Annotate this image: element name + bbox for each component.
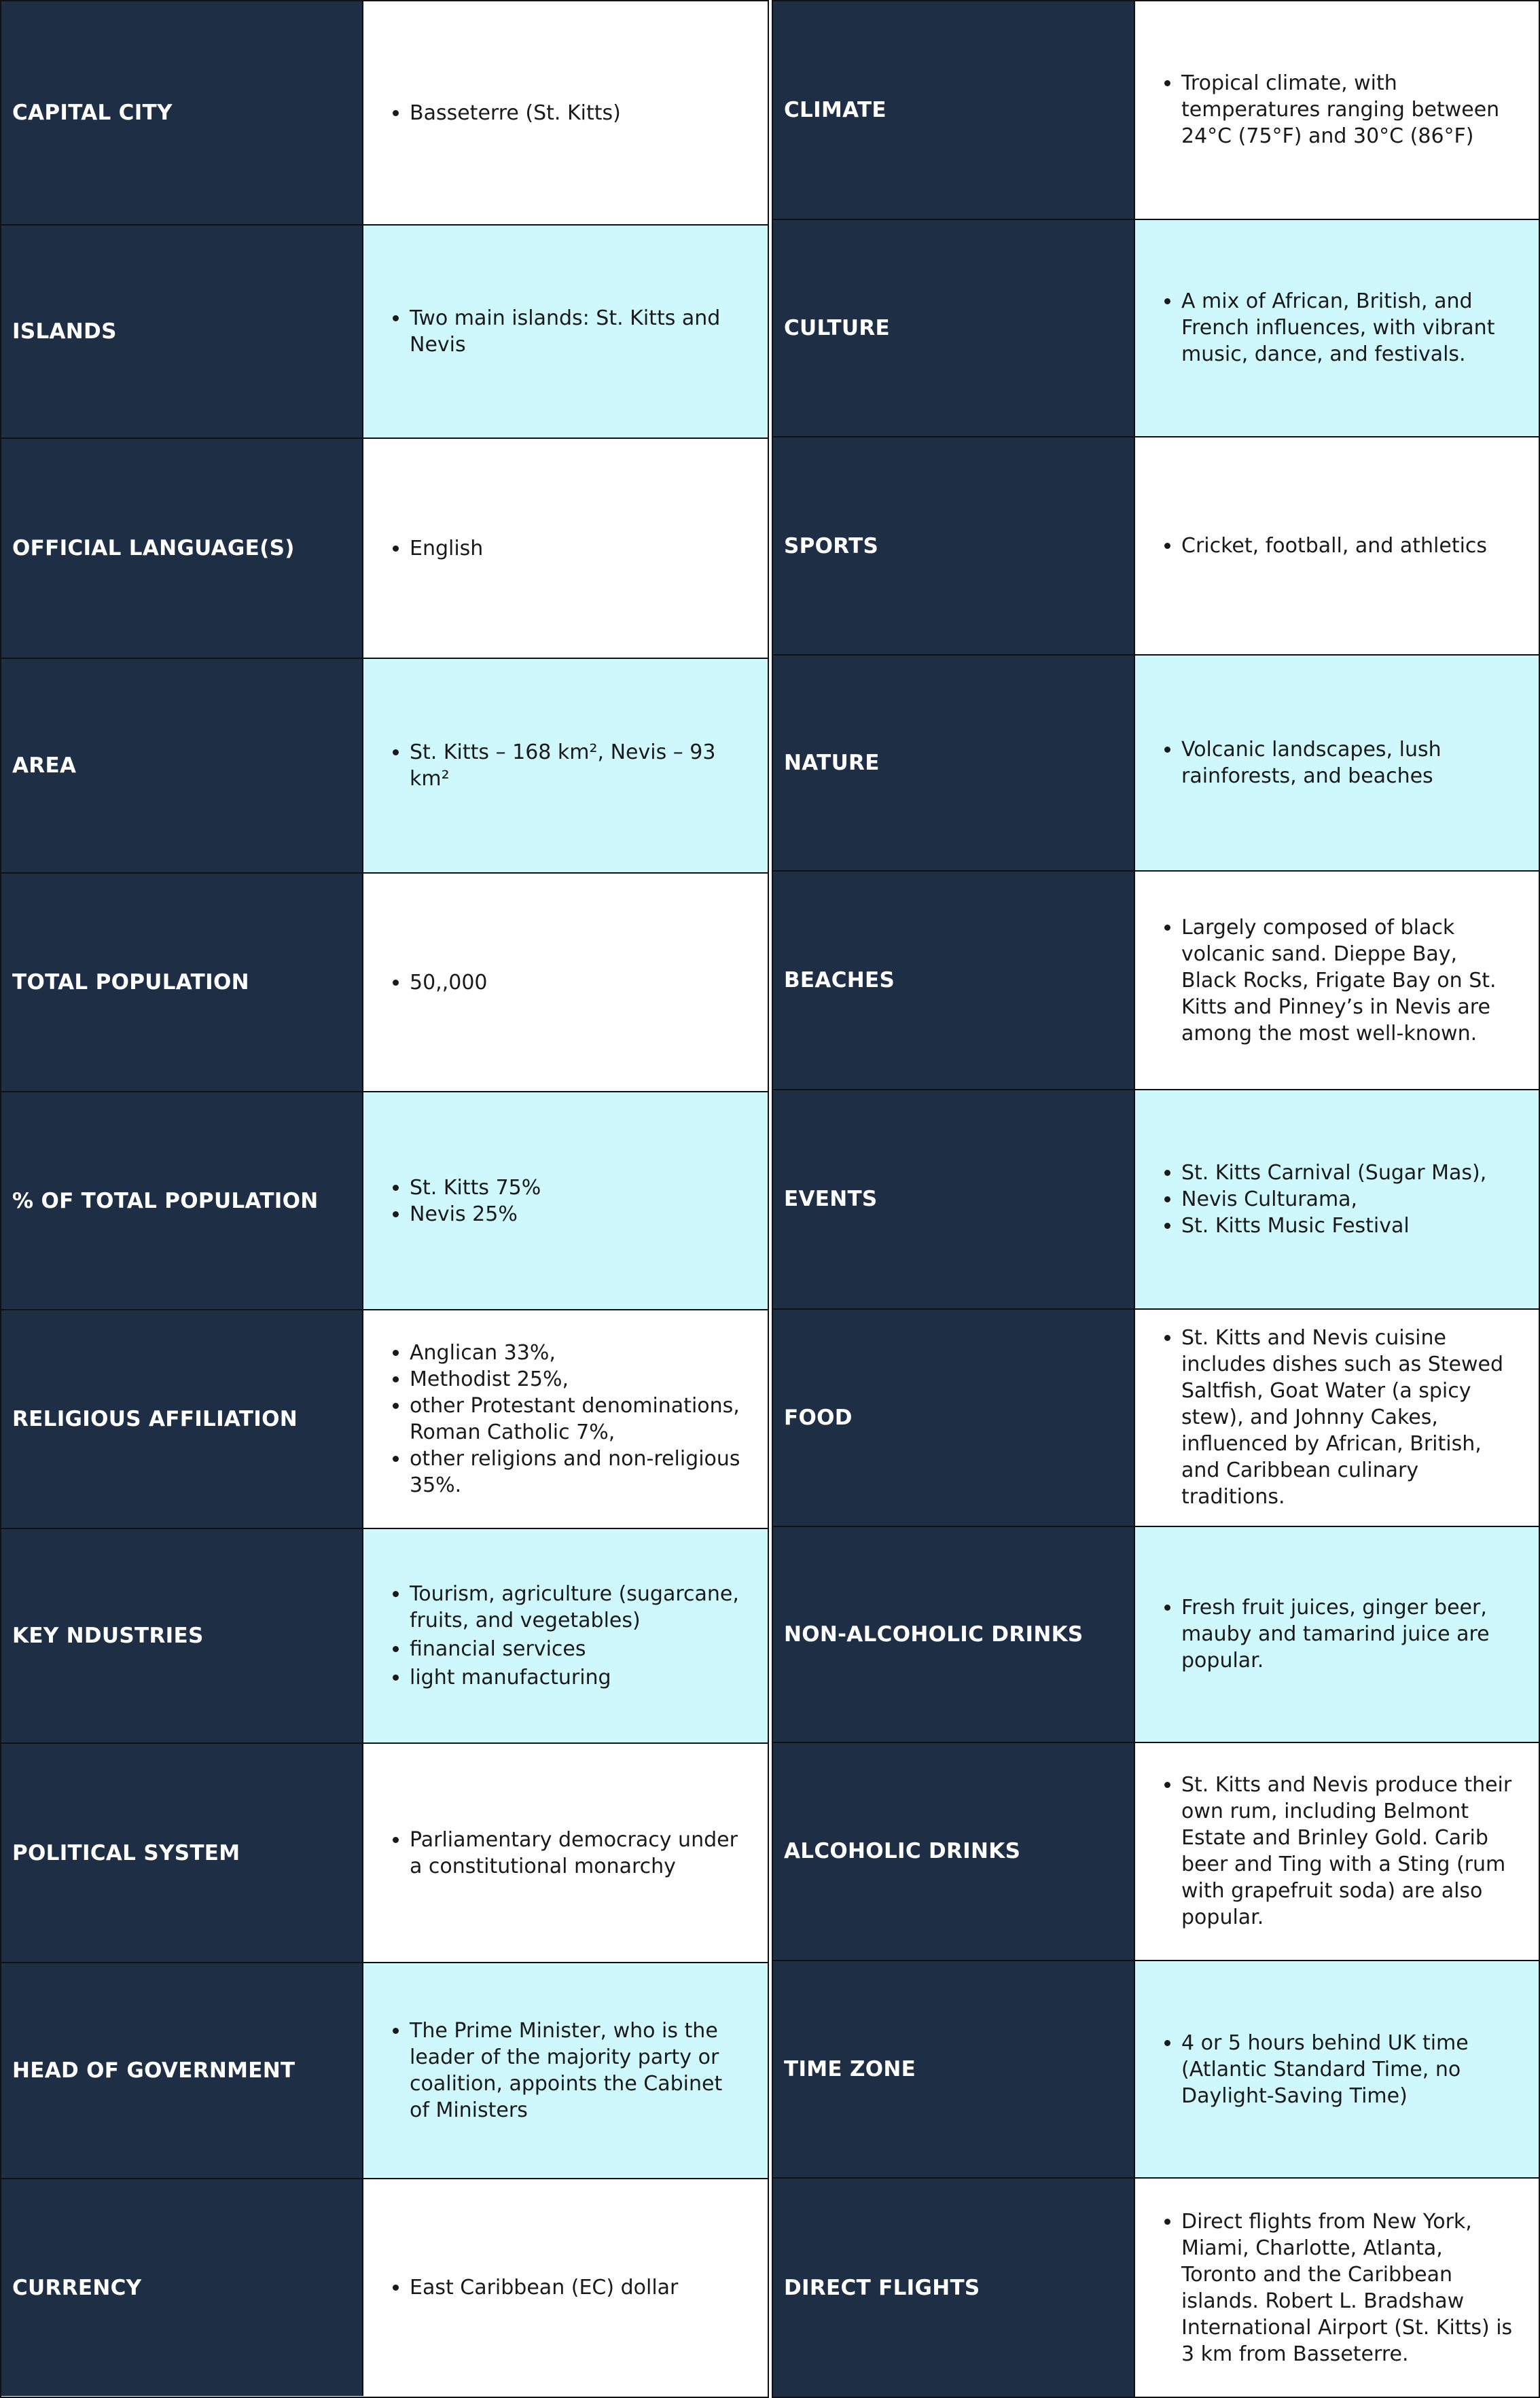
fact-row-official-language	[1, 439, 768, 659]
fact-value	[1135, 437, 1539, 655]
fact-label: ALCOHOLIC DRINKS	[773, 1743, 1135, 1961]
fact-label: FOOD	[773, 1310, 1135, 1526]
fact-row-head-of-government	[1, 1963, 768, 2179]
fact-row-alcoholic-drinks	[773, 1743, 1539, 1962]
fact-label: % OF TOTAL POPULATION	[1, 1092, 363, 1309]
fact-bullet: • light manufacturing	[410, 1664, 747, 1691]
fact-label: DIRECT FLIGHTS	[773, 2179, 1135, 2397]
fact-bullet: • 50,,000	[410, 969, 488, 996]
fact-value	[363, 2179, 768, 2396]
fact-value	[363, 1092, 768, 1309]
fact-bullet: • St. Kitts and Nevis cuisine includes dishes such as Stewed Saltfish, Goat Water (a spicy stew), and Johnny Cakes, influenced by African, British, and Caribbean culinary traditions.	[1181, 1325, 1518, 1510]
fact-bullet: • other Protestant denominations, Roman Catholic 7%,	[410, 1393, 747, 1446]
fact-value	[363, 659, 768, 872]
fact-bullet: • Parliamentary democracy under a constitutional monarchy	[410, 1827, 747, 1880]
fact-value	[1135, 1310, 1539, 1526]
fact-bullet: • Tourism, agriculture (sugarcane, fruits, and vegetables)	[410, 1581, 747, 1634]
fact-bullet: • St. Kitts Music Festival	[1181, 1213, 1486, 1239]
fact-row-non-alcoholic-drinks	[773, 1527, 1539, 1743]
fact-bullet: • East Caribbean (EC) dollar	[410, 2274, 678, 2301]
fact-bullet: • financial services	[410, 1636, 747, 1662]
fact-row-political-system	[1, 1744, 768, 1963]
fact-bullet: • Nevis Culturama,	[1181, 1186, 1486, 1213]
fact-bullet: • St. Kitts – 168 km², Nevis – 93 km²	[410, 739, 747, 792]
fact-value	[1135, 220, 1539, 436]
fact-label: TOTAL POPULATION	[1, 874, 363, 1091]
fact-row-area	[1, 659, 768, 874]
fact-value	[1135, 1, 1539, 219]
fact-bullet: • other religions and non-religious 35%.	[410, 1446, 747, 1499]
fact-label: KEY NDUSTRIES	[1, 1529, 363, 1742]
fact-value	[1135, 1527, 1539, 1742]
fact-value	[363, 1, 768, 224]
fact-row-climate	[773, 1, 1539, 220]
fact-row-nature	[773, 656, 1539, 872]
fact-value	[1135, 1743, 1539, 1961]
fact-bullet: • Methodist 25%,	[410, 1366, 747, 1393]
fact-column-right	[772, 0, 1540, 2398]
fact-value	[363, 874, 768, 1091]
fact-bullet: • Volcanic landscapes, lush rainforests, and beaches	[1181, 736, 1518, 789]
fact-row-religious-affiliation	[1, 1310, 768, 1529]
fact-bullet: • St. Kitts 75%	[410, 1175, 541, 1201]
fact-value	[363, 1744, 768, 1962]
fact-label: POLITICAL SYSTEM	[1, 1744, 363, 1962]
fact-label: CAPITAL CITY	[1, 1, 363, 224]
fact-label: RELIGIOUS AFFILIATION	[1, 1310, 363, 1528]
fact-label: TIME ZONE	[773, 1961, 1135, 2177]
fact-label: CLIMATE	[773, 1, 1135, 219]
fact-bullet: • Anglican 33%,	[410, 1340, 747, 1366]
fact-value	[363, 439, 768, 658]
fact-label: NON-ALCOHOLIC DRINKS	[773, 1527, 1135, 1742]
fact-label: EVENTS	[773, 1090, 1135, 1308]
fact-label: AREA	[1, 659, 363, 872]
fact-label: OFFICIAL LANGUAGE(S)	[1, 439, 363, 658]
fact-bullet: • Nevis 25%	[410, 1201, 541, 1228]
fact-row-total-population	[1, 874, 768, 1092]
fact-value	[363, 1310, 768, 1528]
fact-bullet: • Two main islands: St. Kitts and Nevis	[410, 305, 747, 358]
fact-bullet: • Fresh fruit juices, ginger beer, mauby and tamarind juice are popular.	[1181, 1594, 1518, 1674]
fact-value	[1135, 1961, 1539, 2177]
fact-row-islands	[1, 226, 768, 439]
fact-value	[363, 1529, 768, 1742]
fact-row-sports	[773, 437, 1539, 656]
fact-value	[1135, 1090, 1539, 1308]
fact-row-beaches	[773, 872, 1539, 1090]
fact-row-culture	[773, 220, 1539, 437]
fact-row-capital-city	[1, 1, 768, 226]
fact-bullet: • Tropical climate, with temperatures ranging between 24°C (75°F) and 30°C (86°F)	[1181, 70, 1518, 149]
fact-label: BEACHES	[773, 872, 1135, 1089]
fact-row-population-share	[1, 1092, 768, 1310]
fact-bullet: • A mix of African, British, and French influences, with vibrant music, dance, and festivals.	[1181, 288, 1518, 368]
fact-label: CULTURE	[773, 220, 1135, 436]
fact-bullet: • Direct flights from New York, Miami, Charlotte, Atlanta, Toronto and the Caribbean islands. Robert L. Bradshaw International Airport (St. Kitts) is 3 km from Basseterre.	[1181, 2208, 1518, 2367]
fact-column-left	[0, 0, 769, 2398]
fact-bullet: • St. Kitts Carnival (Sugar Mas),	[1181, 1160, 1486, 1186]
fact-row-events	[773, 1090, 1539, 1310]
fact-label: ISLANDS	[1, 226, 363, 437]
fact-row-food	[773, 1310, 1539, 1527]
fact-row-key-industries	[1, 1529, 768, 1744]
fact-bullet: • Largely composed of black volcanic sand. Dieppe Bay, Black Rocks, Frigate Bay on St. Kitts and Pinney’s in Nevis are among the most well-known.	[1181, 914, 1518, 1047]
fact-row-time-zone	[773, 1961, 1539, 2179]
fact-bullet: • The Prime Minister, who is the leader of the majority party or coalition, appoints the Cabinet of Ministers	[410, 2018, 747, 2124]
fact-value	[1135, 656, 1539, 870]
fact-label: SPORTS	[773, 437, 1135, 655]
fact-value	[363, 1963, 768, 2178]
fact-row-direct-flights	[773, 2179, 1539, 2397]
fact-bullet: • 4 or 5 hours behind UK time (Atlantic Standard Time, no Daylight-Saving Time)	[1181, 2030, 1518, 2109]
fact-bullet: • Cricket, football, and athletics	[1181, 533, 1487, 559]
fact-value	[363, 226, 768, 437]
fact-label: HEAD OF GOVERNMENT	[1, 1963, 363, 2178]
fact-bullet: • Basseterre (St. Kitts)	[410, 100, 621, 126]
fact-value	[1135, 872, 1539, 1089]
fact-label: CURRENCY	[1, 2179, 363, 2396]
fact-row-currency	[1, 2179, 768, 2396]
fact-bullet: • St. Kitts and Nevis produce their own rum, including Belmont Estate and Brinley Gold. Carib beer and Ting with a Sting (rum with grapefruit soda) are also popular.	[1181, 1772, 1518, 1931]
fact-value	[1135, 2179, 1539, 2397]
fact-label: NATURE	[773, 656, 1135, 870]
fact-bullet: • English	[410, 535, 483, 562]
